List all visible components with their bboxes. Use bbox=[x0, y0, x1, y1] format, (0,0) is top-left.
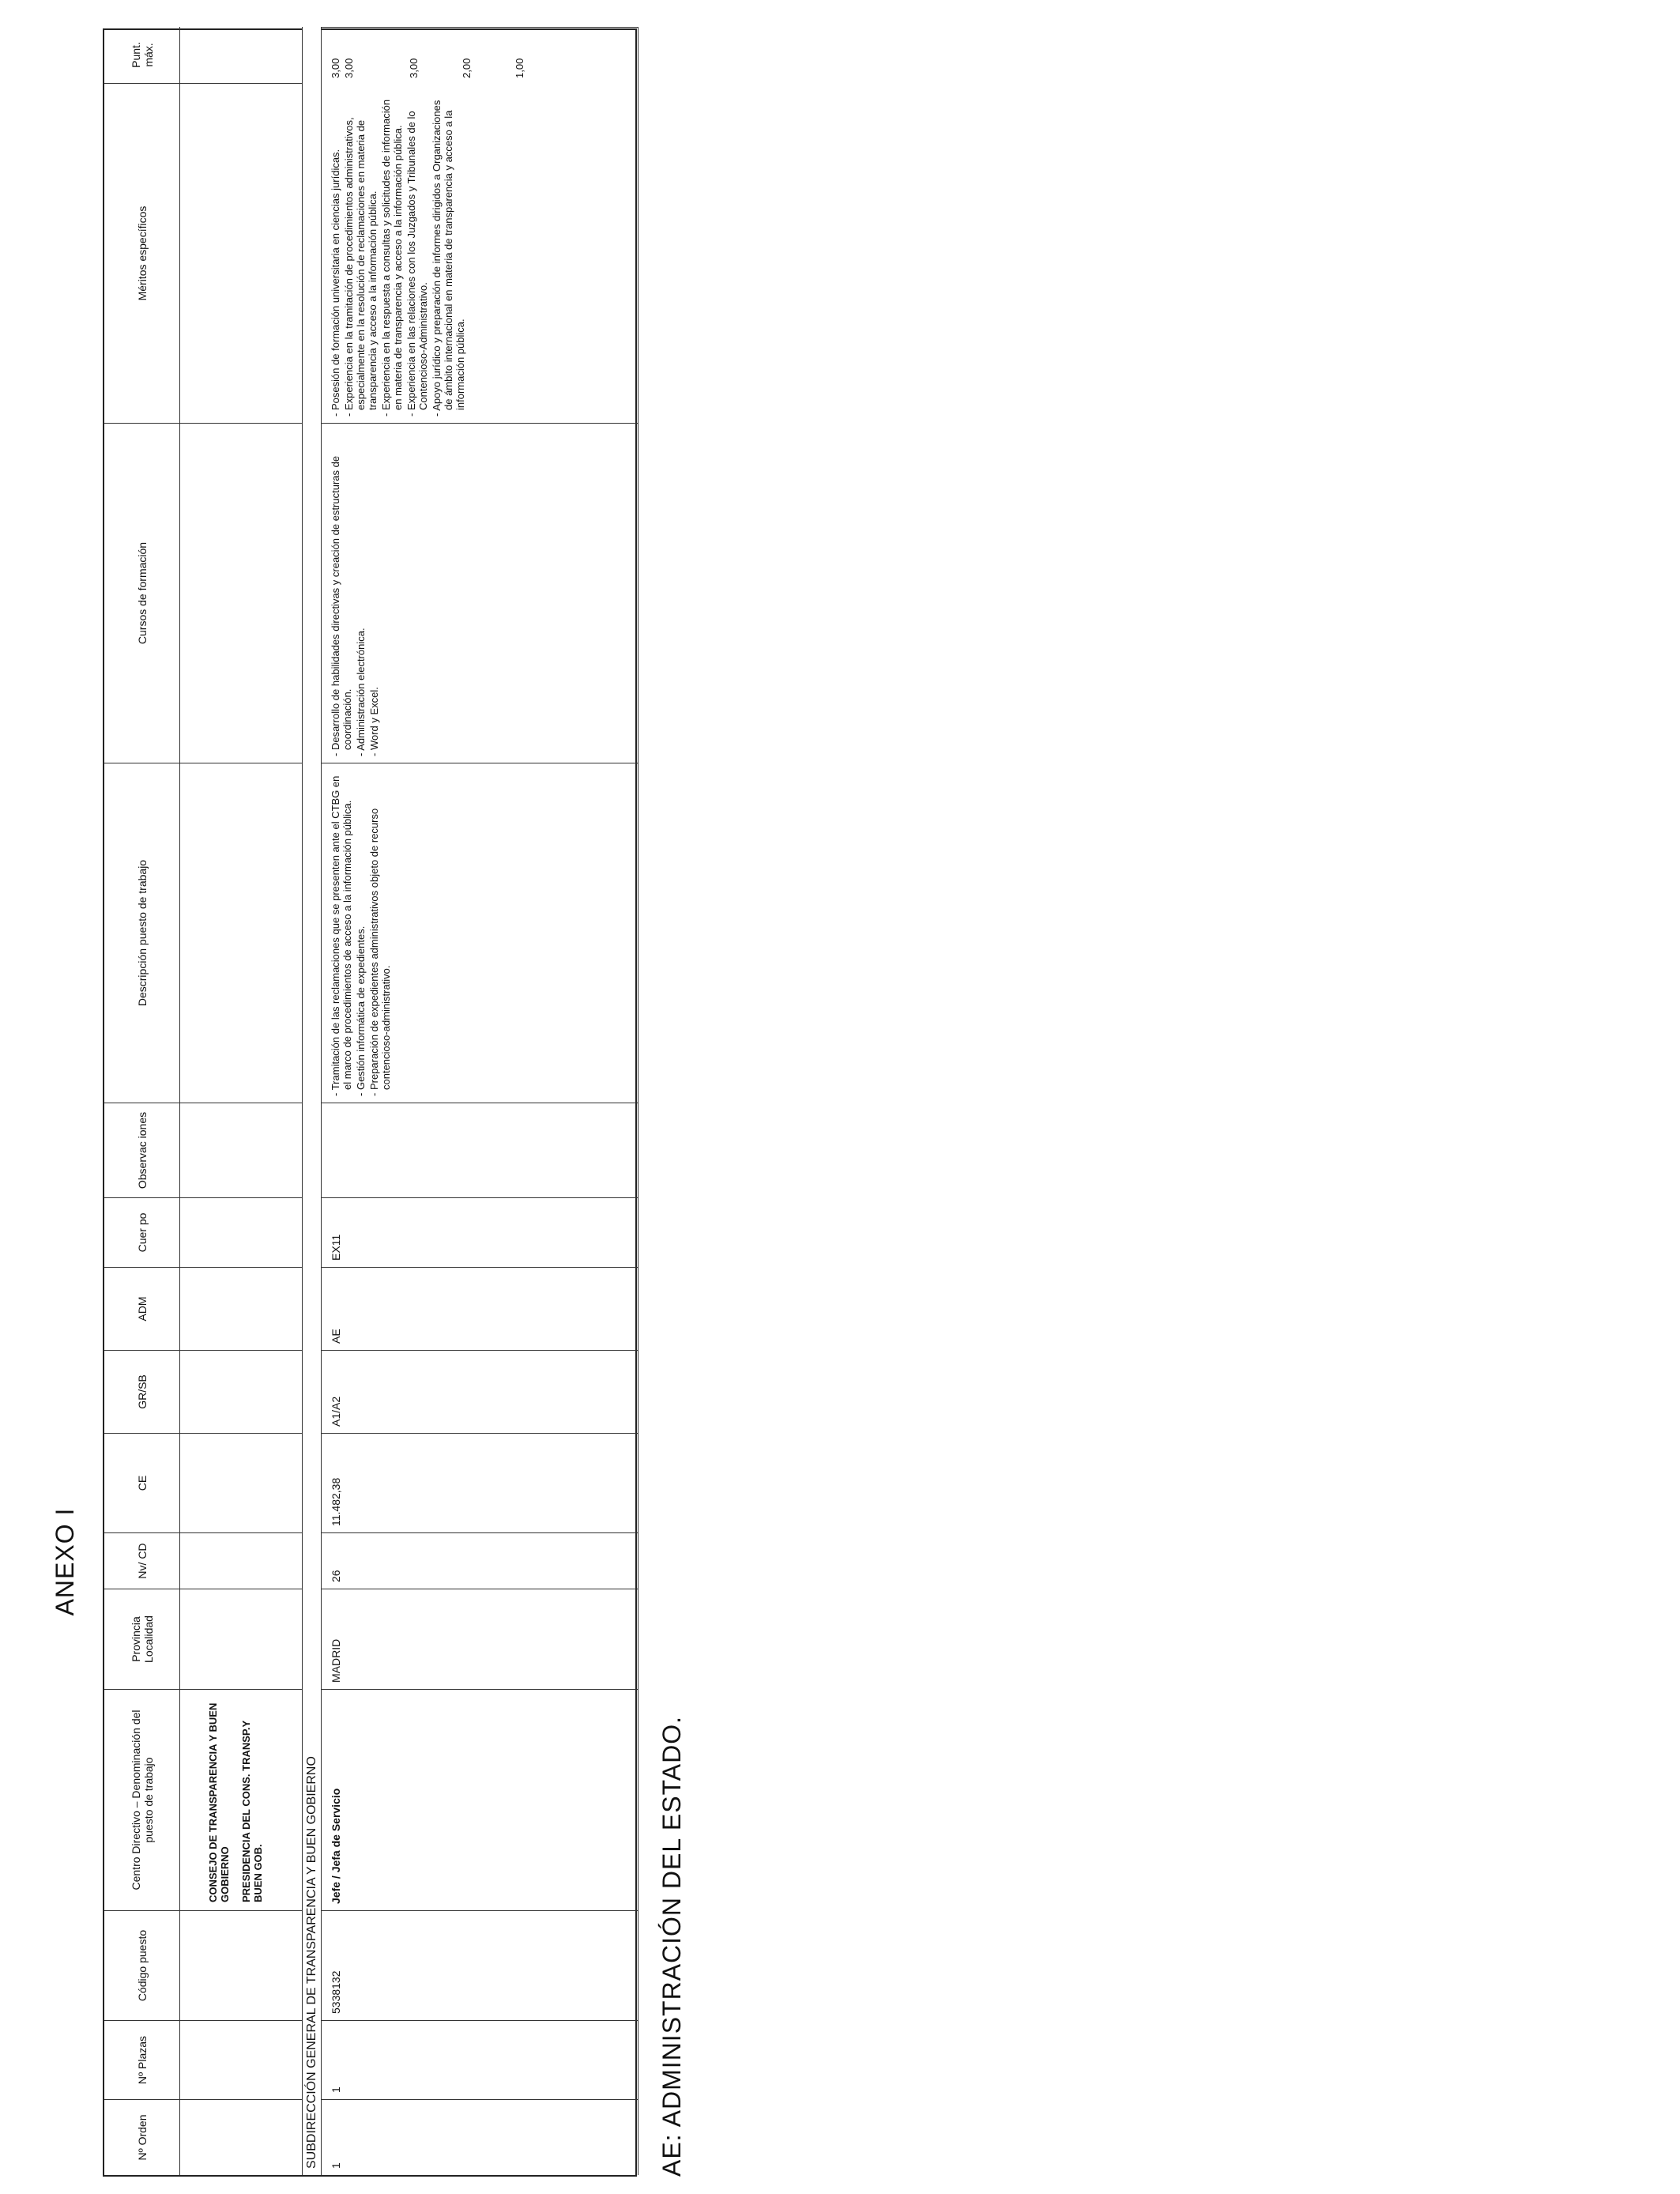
org-empty-cell bbox=[180, 423, 303, 763]
list-item: - Apoyo jurídico y preparación de informes dirigidos a Organizaciones de ámbito internacional en materia de transparencia y acceso a la información pública. bbox=[431, 89, 466, 417]
header-observaciones: Observac iones bbox=[104, 1103, 180, 1197]
list-item: - Experiencia en la respuesta a consultas y solicitudes de información en materia de transparencia y acceso a la información pública. bbox=[380, 89, 404, 417]
list-item: - Preparación de expedientes administrativos objeto de recurso contencioso-administrativo. bbox=[368, 770, 392, 1096]
list-item: - Experiencia en la tramitación de procedimientos administrativos, especialmente en la resolución de reclamaciones en materia de transparencia y acceso a la información pública. bbox=[343, 89, 379, 417]
cell-ce: 11.482,38 bbox=[322, 1433, 638, 1532]
cell-grupo: A1/A2 bbox=[322, 1350, 638, 1433]
header-plazas: Nº Plazas bbox=[104, 2020, 180, 2099]
org-empty-cell bbox=[180, 1350, 303, 1433]
header-grupo: GR/SB bbox=[104, 1350, 180, 1433]
header-provincia: Provincia Localidad bbox=[104, 1589, 180, 1689]
org-empty-cell bbox=[180, 1589, 303, 1689]
footer-note: AE: ADMINISTRACIÓN DEL ESTADO. bbox=[657, 1716, 686, 2177]
points-value: 3,00 bbox=[330, 58, 341, 78]
org-unit: PRESIDENCIA DEL CONS. TRANSP.Y BUEN GOB. bbox=[240, 1721, 264, 1902]
header-centro: Centro Directivo – Denominación del puesto de trabajo bbox=[104, 1689, 180, 1910]
cell-nivel: 26 bbox=[322, 1532, 638, 1589]
points-value: 2,00 bbox=[461, 58, 473, 78]
list-item: - Word y Excel. bbox=[368, 430, 380, 756]
cell-meritos bbox=[322, 83, 638, 423]
cell-cuerpo: EX11 bbox=[322, 1197, 638, 1267]
cell-descripcion bbox=[322, 763, 638, 1103]
header-descripcion: Descripción puesto de trabajo bbox=[104, 763, 180, 1103]
header-orden: Nº Orden bbox=[104, 2099, 180, 2175]
list-item: - Gestión informática de expedientes. bbox=[355, 770, 367, 1096]
points-value: 3,00 bbox=[343, 58, 355, 78]
header-puntos: Punt. máx. bbox=[104, 27, 180, 83]
cell-plazas: 1 bbox=[322, 2020, 638, 2099]
positions-table bbox=[103, 28, 637, 2177]
org-empty-cell bbox=[180, 1103, 303, 1197]
cell-codigo: 5338132 bbox=[322, 1910, 638, 2020]
header-adm: ADM bbox=[104, 1267, 180, 1350]
list-item: - Experiencia en las relaciones con los Juzgados y Tribunales de lo Contencioso-Administrativo. bbox=[405, 89, 429, 417]
org-empty-cell bbox=[180, 1433, 303, 1532]
list-item: - Desarrollo de habilidades directivas y creación de estructuras de coordinación. bbox=[330, 430, 353, 756]
header-nivel: Nv/ CD bbox=[104, 1532, 180, 1589]
points-value: 1,00 bbox=[514, 58, 525, 78]
org-name: CONSEJO DE TRANSPARENCIA Y BUEN GOBIERNO bbox=[207, 1702, 231, 1902]
org-empty-cell bbox=[180, 1267, 303, 1350]
list-item: - Administración electrónica. bbox=[355, 430, 367, 756]
points-value: 3,00 bbox=[408, 58, 420, 78]
header-codigo: Código puesto bbox=[104, 1910, 180, 2020]
cell-observaciones bbox=[322, 1103, 638, 1197]
org-empty-cell bbox=[180, 83, 303, 423]
header-cursos: Cursos de formación bbox=[104, 423, 180, 763]
header-ce: CE bbox=[104, 1433, 180, 1532]
section-title: SUBDIRECCIÓN GENERAL DE TRANSPARENCIA Y BUEN GOBIERNO bbox=[303, 27, 322, 2175]
org-empty-cell bbox=[180, 1197, 303, 1267]
org-empty-cell bbox=[180, 2099, 303, 2175]
header-cuerpo: Cuer po bbox=[104, 1197, 180, 1267]
cell-puntos bbox=[322, 27, 638, 83]
cell-cursos bbox=[322, 423, 638, 763]
cell-provincia: MADRID bbox=[322, 1589, 638, 1689]
header-meritos: Méritos específicos bbox=[104, 83, 180, 423]
org-empty-cell bbox=[180, 1910, 303, 2020]
list-item: - Posesión de formación universitaria en ciencias jurídicas. bbox=[330, 89, 341, 417]
cell-adm: AE bbox=[322, 1267, 638, 1350]
org-empty-cell bbox=[180, 763, 303, 1103]
page-title: ANEXO I bbox=[51, 1507, 79, 1616]
cell-denominacion: Jefe / Jefa de Servicio bbox=[322, 1689, 638, 1910]
org-empty-cell bbox=[180, 27, 303, 83]
list-item: - Tramitación de las reclamaciones que se presenten ante el CTBG en el marco de procedimientos de acceso a la información pública. bbox=[330, 770, 353, 1096]
org-empty-cell bbox=[180, 2020, 303, 2099]
org-cell bbox=[180, 1689, 303, 1910]
org-empty-cell bbox=[180, 1532, 303, 1589]
cell-orden: 1 bbox=[322, 2099, 638, 2175]
